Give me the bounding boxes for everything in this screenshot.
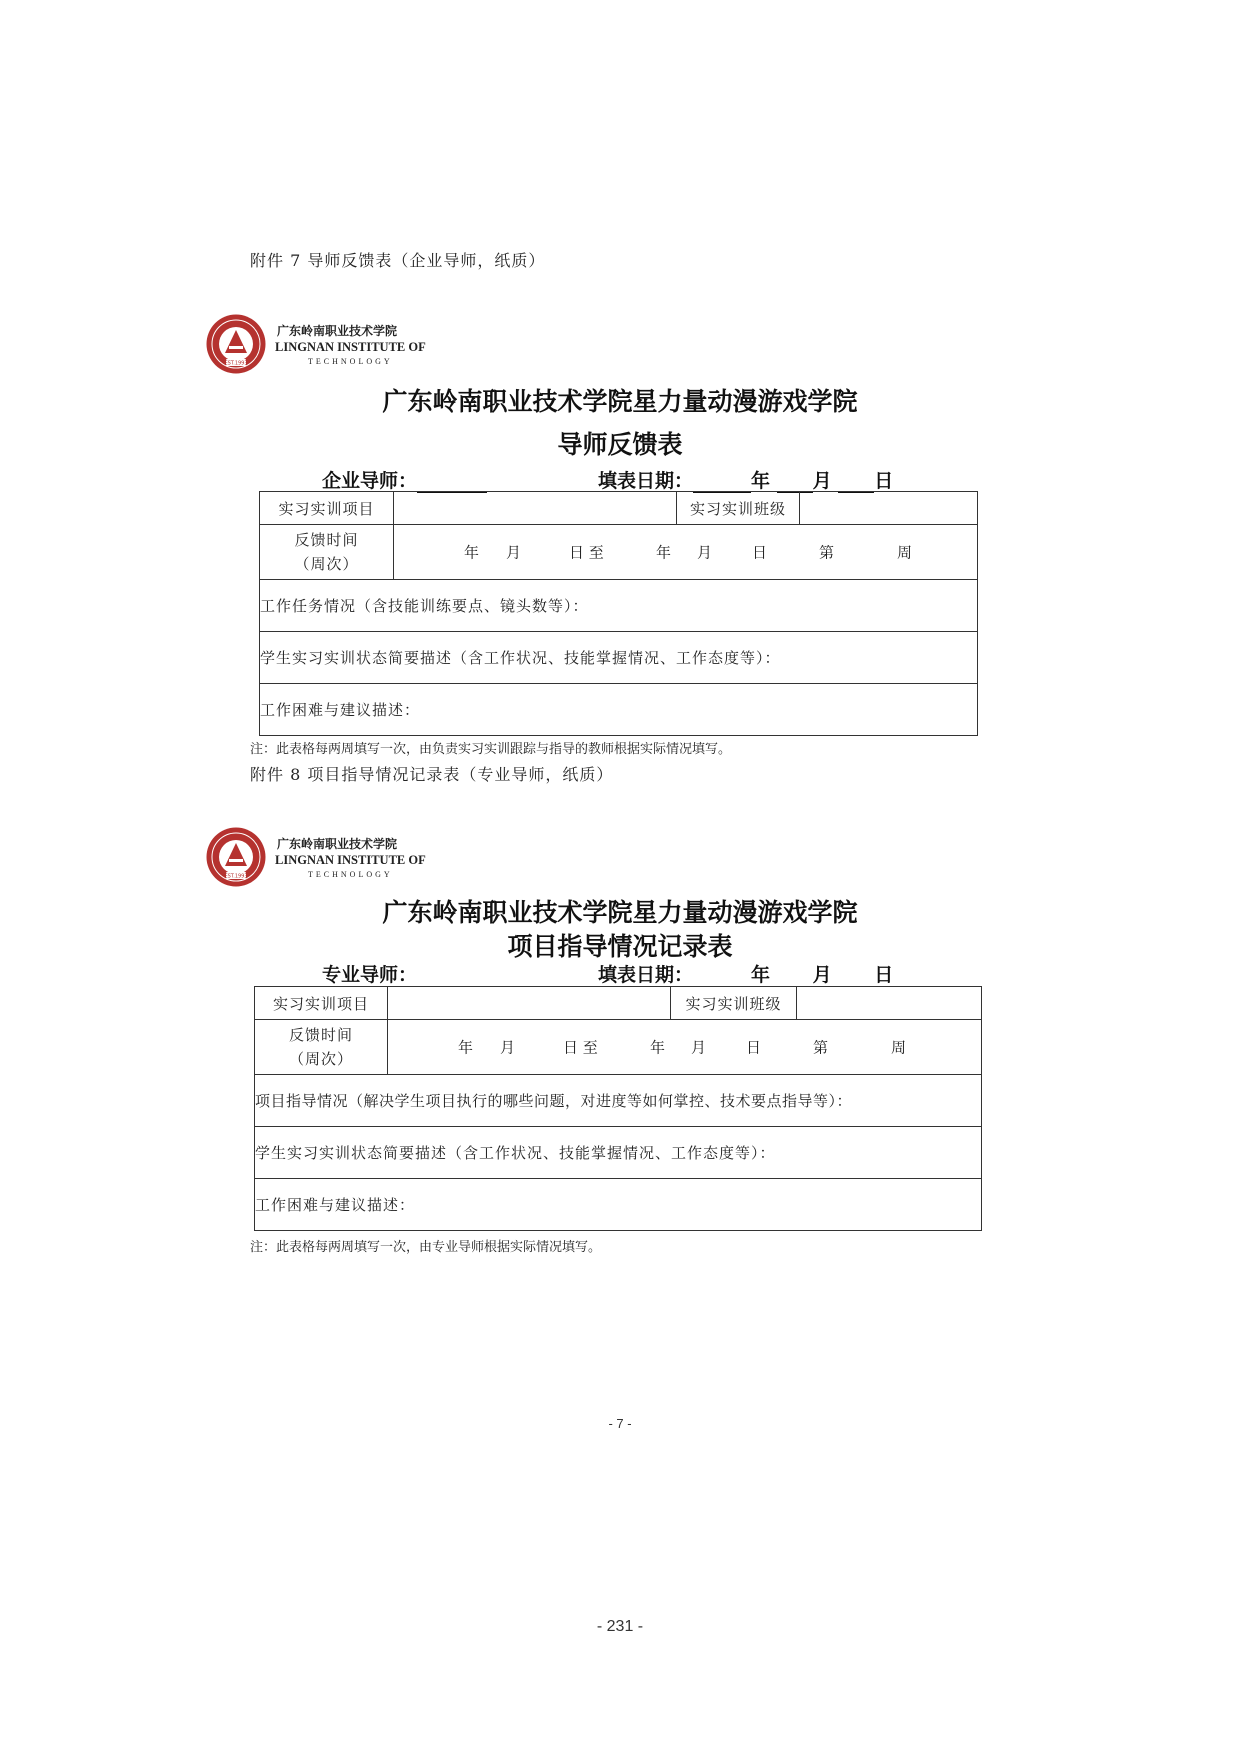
date-year-blank[interactable]: [693, 968, 751, 987]
fb-year2: 年: [650, 1038, 666, 1057]
form8-table: [254, 986, 982, 1231]
logo-name-en-sub: TECHNOLOGY: [308, 870, 393, 879]
project-label-cell: 实习实训项目: [260, 492, 394, 525]
form7-mentor-field: [322, 466, 487, 493]
form8-note: 注：此表格每两周填写一次，由专业导师根据实际情况填写。: [250, 1240, 602, 1255]
fb-week: 周: [897, 543, 913, 562]
fb-month: 月: [506, 543, 522, 562]
feedback-time-input-cell[interactable]: [394, 525, 978, 580]
date-month-blank[interactable]: [777, 968, 813, 987]
fb-day-to: 日 至: [569, 543, 604, 562]
fb-day2: 日: [746, 1038, 762, 1057]
fb-day2: 日: [752, 543, 768, 562]
feedback-week-label: （周次）: [294, 555, 359, 573]
table-row: [255, 987, 982, 1020]
form7-table: [259, 491, 978, 736]
date-day-blank[interactable]: [838, 968, 874, 987]
date-month-unit: 月: [812, 964, 832, 986]
fb-month2: 月: [697, 543, 713, 562]
fb-year: 年: [458, 1038, 474, 1057]
inner-page-number: - 7 -: [608, 1416, 632, 1431]
institute-seal-icon: [205, 826, 267, 888]
form7-date-field: [598, 466, 893, 493]
form7-note: 注：此表格每两周填写一次，由负责实习实训跟踪与指导的教师根据实际情况填写。: [250, 742, 732, 757]
institute-logo: [205, 826, 435, 892]
form7-title-line2: 导师反馈表: [557, 430, 683, 459]
logo-name-en: LINGNAN INSTITUTE OF: [275, 340, 426, 354]
table-row: [255, 1075, 982, 1127]
form8-mentor-field: [322, 960, 487, 987]
project-input-cell[interactable]: [394, 492, 677, 525]
fb-month: 月: [500, 1038, 516, 1057]
fb-week-no: 第: [819, 543, 835, 562]
class-label-cell: 实习实训班级: [671, 987, 797, 1020]
difficulty-row-cell[interactable]: 工作困难与建议描述：: [260, 684, 978, 736]
attachment-7-label: 附件 7 导师反馈表（企业导师，纸质）: [250, 251, 546, 270]
feedback-time-label-cell: [260, 525, 394, 580]
difficulty-row-cell[interactable]: 工作困难与建议描述：: [255, 1179, 982, 1231]
class-input-cell[interactable]: [800, 492, 978, 525]
feedback-time-input-cell[interactable]: [388, 1020, 982, 1075]
date-month-unit: 月: [812, 470, 832, 492]
feedback-time-label: 反馈时间: [288, 1026, 353, 1044]
institute-seal-icon: [205, 313, 267, 375]
seal-est-text: EST.1993: [224, 360, 248, 367]
table-row: [260, 684, 978, 736]
status-row-cell[interactable]: 学生实习实训状态简要描述（含工作状况、技能掌握情况、工作态度等）：: [260, 632, 978, 684]
mentor-blank[interactable]: [417, 968, 487, 987]
project-label-cell: 实习实训项目: [255, 987, 388, 1020]
fb-week-no: 第: [813, 1038, 829, 1057]
class-input-cell[interactable]: [797, 987, 982, 1020]
logo-name-cn: 广东岭南职业技术学院: [277, 837, 398, 851]
outer-page-number: - 231 -: [596, 1618, 644, 1635]
date-year-unit: 年: [751, 470, 771, 492]
task-row-cell[interactable]: 工作任务情况（含技能训练要点、镜头数等）：: [260, 580, 978, 632]
logo-name-en-sub: TECHNOLOGY: [308, 357, 393, 366]
fb-day-to: 日 至: [563, 1038, 598, 1057]
feedback-week-label: （周次）: [288, 1050, 353, 1068]
table-row: [260, 525, 978, 580]
feedback-time-label: 反馈时间: [294, 531, 359, 549]
table-row: [255, 1179, 982, 1231]
table-row: [260, 492, 978, 525]
mentor-label: 企业导师：: [322, 470, 418, 492]
date-day-unit: 日: [874, 964, 894, 986]
form8-title-line1: 广东岭南职业技术学院星力量动漫游戏学院: [382, 898, 858, 927]
date-label: 填表日期：: [598, 470, 694, 492]
attachment-8-label: 附件 8 项目指导情况记录表（专业导师，纸质）: [250, 765, 614, 784]
table-row: [260, 632, 978, 684]
fb-month2: 月: [691, 1038, 707, 1057]
seal-est-text: EST.1993: [224, 873, 248, 880]
feedback-time-label-cell: [255, 1020, 388, 1075]
mentor-label: 专业导师：: [322, 964, 418, 986]
fb-year: 年: [464, 543, 480, 562]
class-label-cell: 实习实训班级: [677, 492, 800, 525]
date-day-unit: 日: [874, 470, 894, 492]
logo-name-en: LINGNAN INSTITUTE OF: [275, 853, 426, 867]
date-label: 填表日期：: [598, 964, 694, 986]
institute-logo: [205, 313, 435, 379]
table-row: [255, 1020, 982, 1075]
form8-date-field: [598, 960, 893, 987]
table-row: [255, 1127, 982, 1179]
status-row-cell[interactable]: 学生实习实训状态简要描述（含工作状况、技能掌握情况、工作态度等）：: [255, 1127, 982, 1179]
fb-year2: 年: [656, 543, 672, 562]
logo-name-cn: 广东岭南职业技术学院: [277, 324, 398, 338]
form8-title-line2: 项目指导情况记录表: [507, 932, 733, 961]
task-row-cell[interactable]: 项目指导情况（解决学生项目执行的哪些问题，对进度等如何掌控、技术要点指导等）：: [255, 1075, 982, 1127]
table-row: [260, 580, 978, 632]
fb-week: 周: [891, 1038, 907, 1057]
project-input-cell[interactable]: [388, 987, 671, 1020]
date-year-unit: 年: [751, 964, 771, 986]
form7-title-line1: 广东岭南职业技术学院星力量动漫游戏学院: [382, 387, 858, 416]
